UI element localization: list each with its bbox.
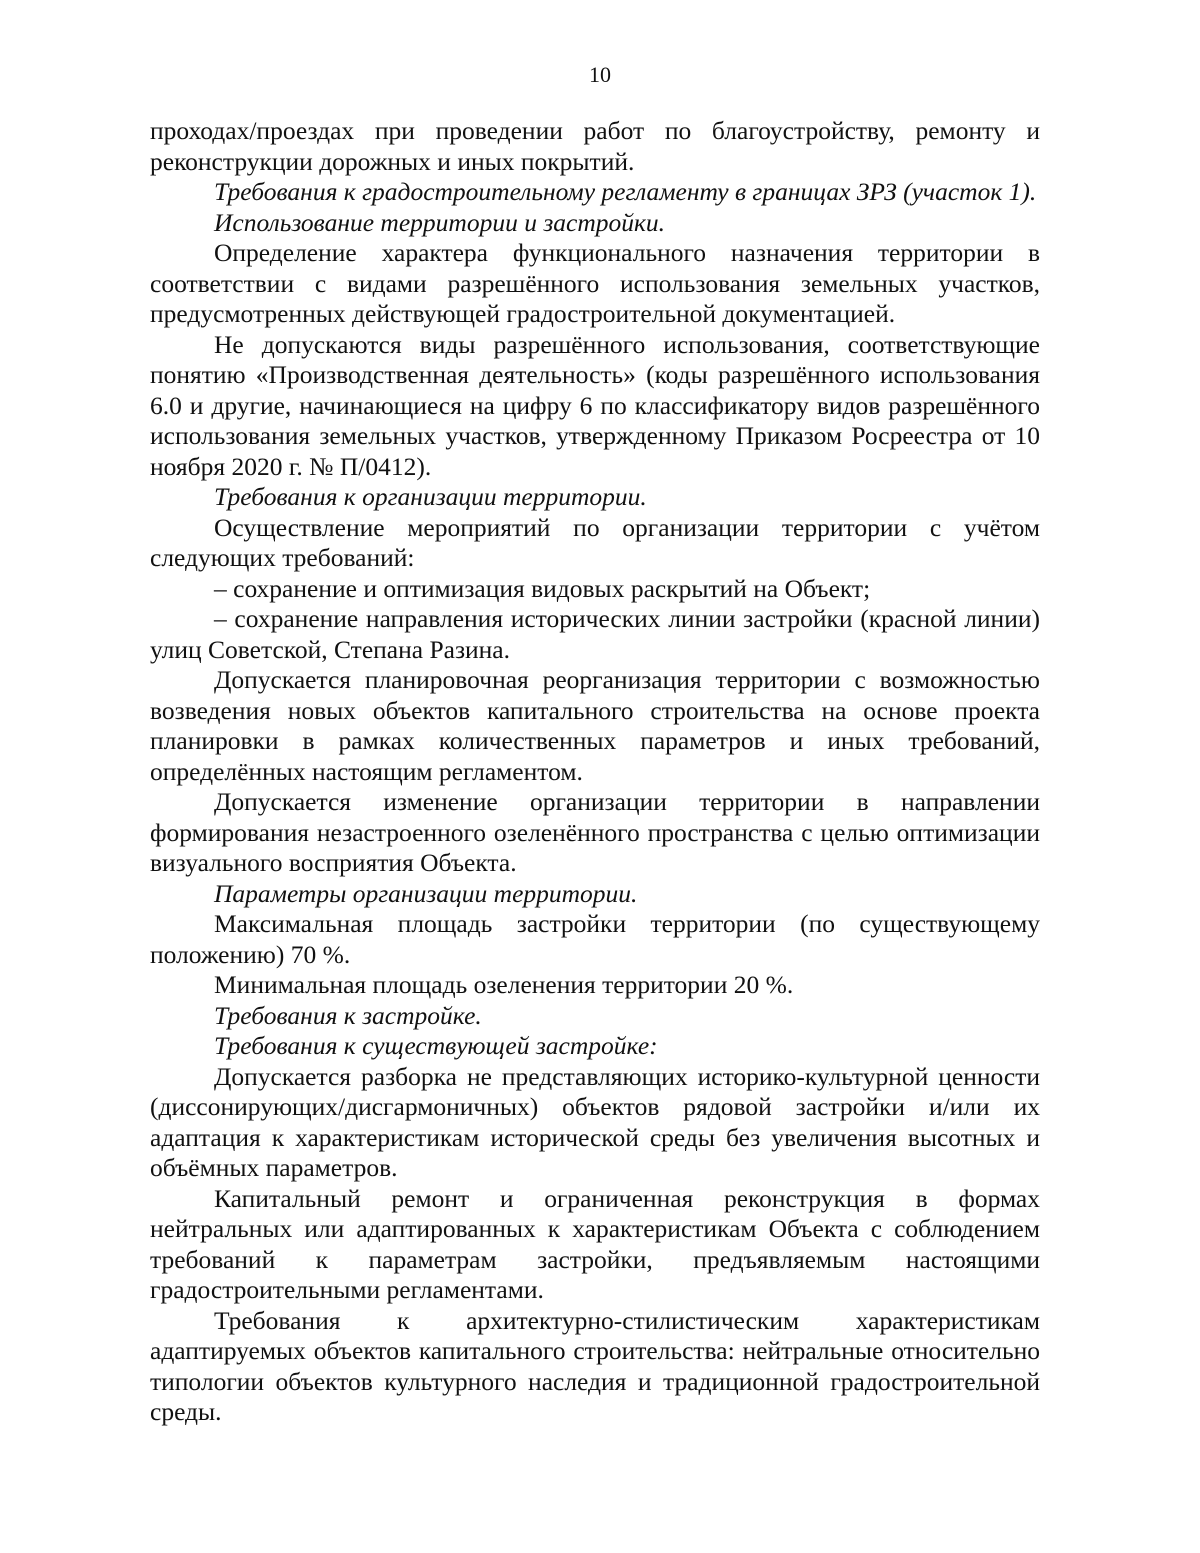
document-body [150, 116, 1040, 1428]
paragraph: Допускается планировочная реорганизация территории с возможностью возведения новых объектов капитального строительства на основе проекта планировки в рамках количественных параметров и иных требований, определённых настоящим регламентом. [150, 665, 1040, 786]
paragraph: Параметры организации территории. [214, 878, 638, 908]
paragraph: Требования к архитектурно-стилистическим характеристикам адаптируемых объектов капитального строительства: нейтральные относительно типологии объектов культурного наследия и традиционной градостроительной среды. [150, 1305, 1040, 1426]
list-item: – сохранение и оптимизация видовых раскрытий на Объект; [214, 573, 871, 603]
paragraph: Требования к существующей застройке: [214, 1031, 658, 1060]
paragraph: Использование территории и застройки. [214, 207, 666, 237]
paragraph: Не допускаются виды разрешённого использования, соответствующие понятию «Производственная деятельность» (коды разрешённого использования 6.0 и другие, начинающиеся на цифру 6 по классификатору видов разрешённого использования земельных участков, утвержденному Приказом Росреестра от 10 ноября 2020 г. № П/0412). [150, 329, 1040, 481]
paragraph: Минимальная площадь озеленения территории 20 %. [214, 970, 794, 999]
paragraph: Допускается изменение организации территории в направлении формирования незастроенного озеленённого пространства с целью оптимизации визуального восприятия Объекта. [150, 787, 1040, 877]
paragraph: проходах/проездах при проведении работ по благоустройству, ремонту и реконструкции дорожных и иных покрытий. [150, 116, 1040, 176]
paragraph: Требования к застройке. [214, 1000, 482, 1030]
paragraph: Требования к градостроительному регламенту в границах ЗРЗ (участок 1). [214, 177, 1037, 206]
paragraph: Допускается разборка не представляющих историко-культурной ценности (диссонирующих/дисгармоничных) объектов рядовой застройки и/или их адаптация к характеристикам исторической среды без увеличения высотных и объёмных параметров. [150, 1061, 1040, 1182]
paragraph: Осуществление мероприятий по организации территории с учётом следующих требований: [150, 512, 1040, 572]
page-number: 10 [589, 62, 611, 87]
list-item: – сохранение направления исторических линии застройки (красной линии) улиц Советской, Степана Разина. [150, 604, 1040, 664]
paragraph: Определение характера функционального назначения территории в соответствии с видами разрешённого использования земельных участков, предусмотренных действующей градостроительной документацией. [150, 238, 1040, 328]
paragraph: Капитальный ремонт и ограниченная реконструкция в формах нейтральных или адаптированных к характеристикам Объекта с соблюдением требований к параметрам застройки, предъявляемым настоящими градостроительными регламентами. [150, 1183, 1040, 1304]
paragraph: Максимальная площадь застройки территории (по существующему положению) 70 %. [150, 909, 1040, 969]
paragraph: Требования к организации территории. [214, 482, 647, 511]
